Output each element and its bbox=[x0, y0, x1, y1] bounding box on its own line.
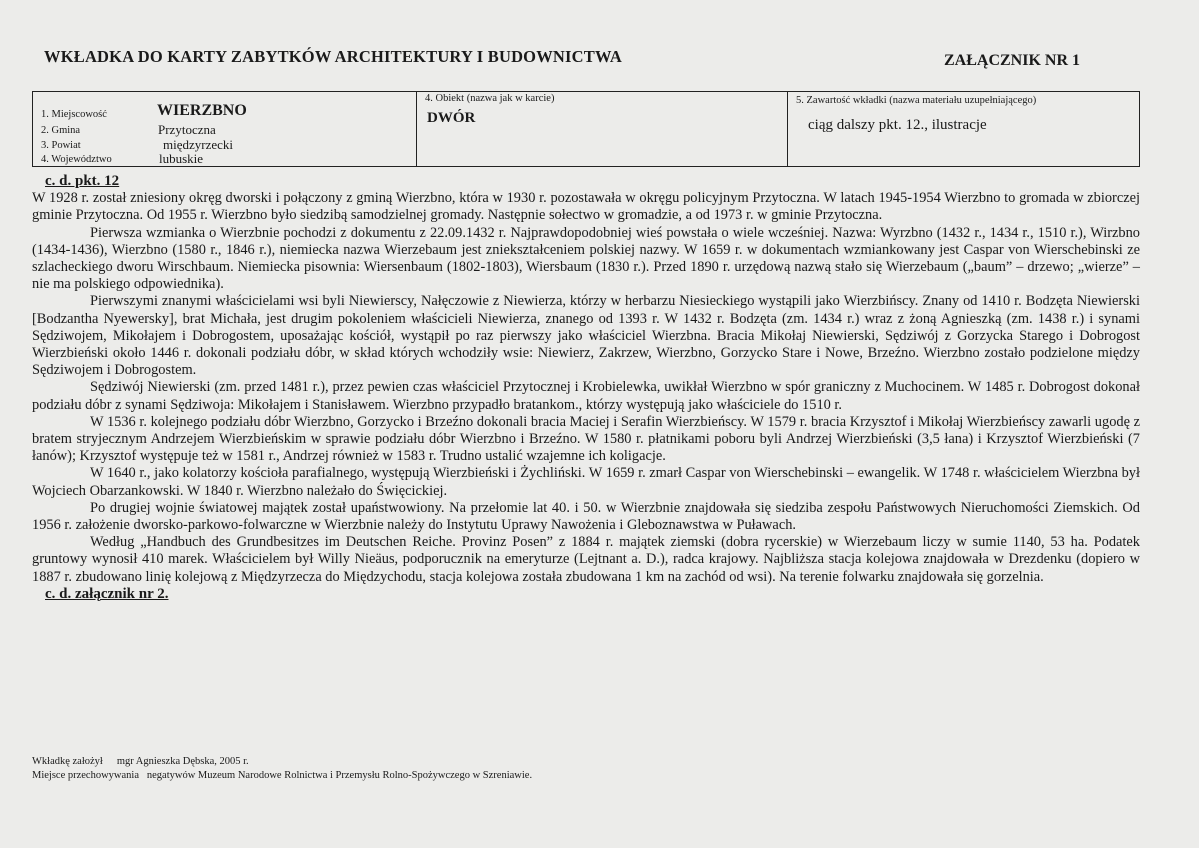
paragraph: W 1536 r. kolejnego podziału dóbr Wierzbno, Gorzycko i Brzeźno dokonali bracia Maciej i Serafin Wierzbieńscy. W 1579 r. bracia Krzysztof i Mikołaj Wierzbieńscy zawarli ugodę z bratem stryjecznym Andrzejem Wierzbieńskim w sprawie podziału dóbr Wierzbno i Brzeźno. W 1580 r. płatnikami poboru byli Andrzej Wierzbieński (3,5 łana) i Krzysztof Wierzbieński (7 łanów); Krzysztof występuje też w 1581 r., Andrzej również w 1583 r. Trudno ustalić wzajemne ich koligacje. bbox=[32, 413, 1140, 465]
gmina-value: Przytoczna bbox=[158, 122, 216, 137]
paragraph: W 1640 r., jako kolatorzy kościoła parafialnego, występują Wierzbieński i Żychliński. W 1659 r. zmarł Caspar von Wierschebinski – ewangelik. W 1748 r. właścicielem Wierzbna był Wojciech Obarzankowski. W 1840 r. Wierzbno należało do Święcickiej. bbox=[32, 465, 1140, 499]
paragraph: Sędziwój Niewierski (zm. przed 1481 r.), przez pewien czas właściciel Przytocznej i Krobielewka, uwikłał Wierzbno w spór graniczny z Muchocinem. W 1485 r. Dobrogost dokonał podziału dóbr z synami Sędziwoja: Mikołajem i Stanisławem. Wierzbno przypadło bratankom., którzy występują jako właściciele do 1510 r. bbox=[32, 379, 1140, 413]
location-column bbox=[33, 92, 416, 166]
section-heading: c. d. pkt. 12 bbox=[45, 173, 120, 189]
gmina-label: 2. Gmina bbox=[41, 125, 81, 136]
obiekt-label: 4. Obiekt (nazwa jak w karcie) bbox=[425, 93, 555, 104]
storage-value: negatywów Muzeum Narodowe Rolnictwa i Przemysłu Rolno-Spożywczego w Szreniawie. bbox=[146, 770, 533, 781]
annex-label: ZAŁĄCZNIK NR 1 bbox=[944, 52, 1081, 69]
author-line bbox=[32, 755, 532, 769]
zawartosc-value: ciąg dalszy pkt. 12., ilustracje bbox=[808, 117, 987, 133]
storage-label: Miejsce przechowywania bbox=[32, 770, 139, 781]
paragraph: Według „Handbuch des Grundbesitzes im Deutschen Reiche. Provinz Posen” z 1884 r. majątek ziemski (dobra rycerskie) w Wierzebaum liczy w sumie 1140, 53 ha. Podatek gruntowy wynosił 410 marek. Właścicielem był Willy Nieäus, podporucznik na emeryturze (Lejtnant a. D.), radca krajowy. Najbliższa stacja kolejowa znajdowała w Drezdenku (dopiero w 1887 r. zbudowano linię kolejową z Międzyrzecza do Międzychodu, stacja kolejowa została zbudowana 1 km na zachód od wsi). Na terenie folwarku znajdowała się gorzelnia. bbox=[32, 534, 1140, 585]
section-heading: c. d. załącznik nr 2. bbox=[45, 585, 169, 602]
paragraph: Po drugiej wojnie światowej majątek został upaństwowiony. Na przełomie lat 40. i 50. w Wierzbnie znajdowała się siedziba zespołu Państwowych Nieruchomości Ziemskich. Od 1956 r. założenie dworsko-parkowo-folwarczne w Wierzbnie należy do Instytutu Uprawy Nawożenia i Gleboznawstwa w Puławach. bbox=[32, 499, 1140, 534]
paragraph: W 1928 r. został zniesiony okręg dworski i połączony z gminą Wierzbno, która w 1930 r. pozostawała w okręgu policyjnym Przytoczna. W latach 1945-1954 Wierzbno to gromada w zbiorczej gminie Przytoczna. Od 1955 r. Wierzbno było siedzibą samodzielnej gromady. Następnie sołectwo w gromadzie, a od 1973 r. w gminie Przytoczna. bbox=[32, 190, 1140, 224]
obiekt-value: DWÓR bbox=[427, 110, 476, 126]
powiat-label: 3. Powiat bbox=[41, 140, 81, 151]
object-column bbox=[416, 92, 788, 166]
miejscowosc-value: WIERZBNO bbox=[157, 102, 247, 119]
storage-line bbox=[32, 769, 532, 783]
zawartosc-label: 5. Zawartość wkładki (nazwa materiału uzupełniającego) bbox=[796, 95, 1037, 106]
wojewodztwo-label: 4. Województwo bbox=[41, 154, 112, 165]
miejscowosc-label: 1. Miejscowość bbox=[41, 109, 107, 120]
content-column bbox=[787, 92, 1139, 166]
metadata-table bbox=[32, 91, 1140, 167]
author-label: Wkładkę założył bbox=[32, 756, 103, 767]
paragraph: Pierwsza wzmianka o Wierzbnie pochodzi z dokumentu z 22.09.1432 r. Najprawdopodobniej wieś powstała o wiele wcześniej. Nazwa: Wyrzbno (1432 r., 1434 r., 1510 r.), Wirzbno (1434-1436), Wierzbno (1580 r., 1846 r.), niemiecka nazwa Wierzebaum jest zniekształceniem polskiej nazwy. W 1659 r. w dokumentach wzmiankowany jest Caspar von Wierschebinski ze szlacheckiego dworu Wirschbaum. Niemiecka pisownia: Wiersenbaum (1802-1803), Wiersbaum (1830 r.). Przed 1890 r. urzędową nazwą stało się Wierzebaum („baum” – drzewo; „wierze” – nie ma polskiego odpowiednika). bbox=[32, 224, 1140, 293]
author-value: mgr Agnieszka Dębska, 2005 r. bbox=[116, 756, 249, 767]
paragraph: Pierwszymi znanymi właścicielami wsi byli Niewierscy, Nałęczowie z Niewierza, którzy w herbarzu Niesieckiego wystąpili jako Wierzbińscy. Znany od 1410 r. Bodzęta Niewierski [Bodzantha Nyewersky], brat Michała, jest drugim pokoleniem właścicieli Niewierza, znanego od 1393 r. W 1432 r. Bodzęta (zm. 1434 r.) wraz z żoną Agnieszką (zm. 1438 r.) i synami Sędziwojem, Mikołajem i Dobrogostem, uposażając kościół, wystąpił po raz pierwszy jako właściciel Wierzbna. Bracia Mikołaj Niewierski, Sędziwój z Gorzycka Starego i Dobrogost Wierzbieński około 1446 r. dokonali podziału dóbr, w skład których wchodziły wsie: Niewierz, Zakrzew, Wierzbno, Gorzycko Stare i Nowe, Brzeźno. Wierzbno zostało podzielone między Sędziwojem i Dobrogostem. bbox=[32, 293, 1140, 379]
body-text bbox=[32, 173, 1140, 603]
document-title: WKŁADKA DO KARTY ZABYTKÓW ARCHITEKTURY I BUDOWNICTWA bbox=[44, 47, 622, 66]
powiat-value: międzyrzecki bbox=[163, 137, 234, 152]
footer bbox=[32, 755, 532, 783]
wojewodztwo-value: lubuskie bbox=[159, 151, 204, 166]
